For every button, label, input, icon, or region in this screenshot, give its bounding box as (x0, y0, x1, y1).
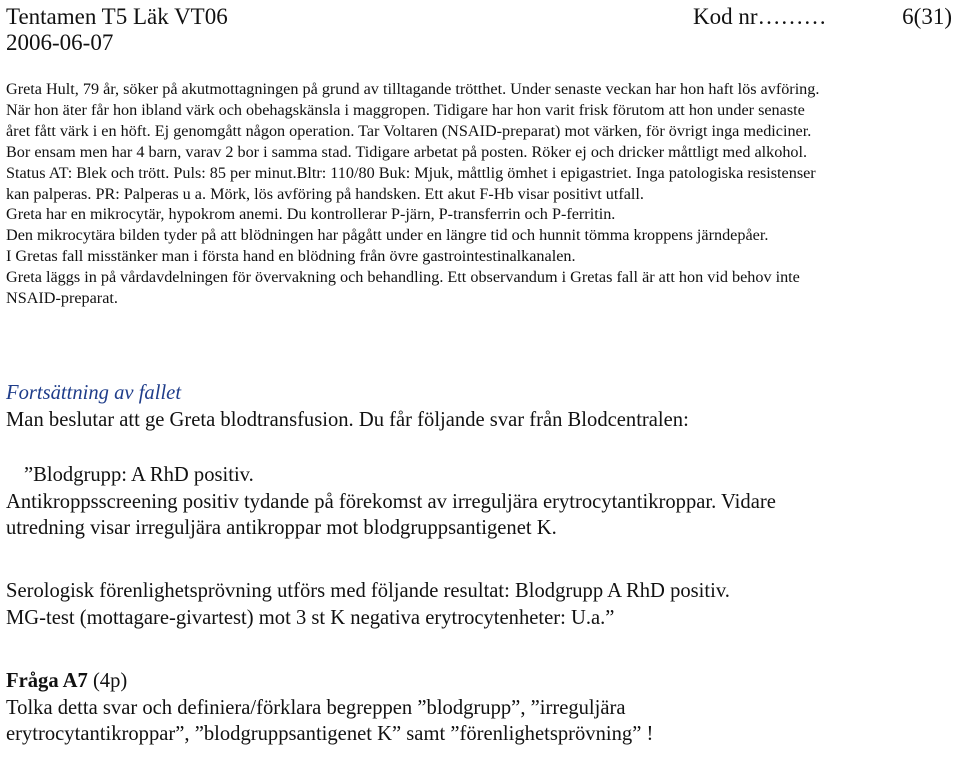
question-header (6, 668, 954, 695)
blood-centre-result (6, 462, 954, 542)
case-line: Greta läggs in på vårdavdelningen för övervakning och behandling. Ett observandum i Gretas fall är att hon vid behov inte (6, 268, 800, 287)
case-line: NSAID-preparat. (6, 289, 118, 308)
exam-title: Tentamen T5 Läk VT06 (6, 4, 228, 29)
question-block (6, 668, 954, 748)
result-line: utredning visar irreguljära antikroppar mot blodgruppsantigenet K. (6, 517, 557, 539)
case-line: Greta har en mikrocytär, hypokrom anemi. Du kontrollerar P-järn, P-transferrin och P-ferritin. (6, 205, 616, 224)
exam-date: 2006-06-07 (6, 30, 114, 55)
case-line: Bor ensam men har 4 barn, varav 2 bor i samma stad. Tidigare arbetat på posten. Röker ej och dricker måttligt med alkohol. (6, 142, 808, 161)
code-number-field: Kod nr……… (693, 4, 827, 29)
case-line: Status AT: Blek och trött. Puls: 85 per minut.Bltr: 110/80 Buk: Mjuk, måttlig ömhet i epigastriet. Inga patologiska resistenser (6, 163, 816, 182)
serology-line: MG-test (mottagare-givartest) mot 3 st K negativa erytrocytenheter: U.a.” (6, 606, 615, 629)
case-line: Den mikrocytära bilden tyder på att blödningen har pågått under en längre tid och hunnit tömma kroppens järndepåer. (6, 226, 769, 245)
case-line: I Gretas fall misstänker man i första hand en blödning från övre gastrointestinalkanalen. (6, 247, 576, 266)
page-number: 6(31) (902, 4, 952, 29)
question-points: (4p) (87, 670, 128, 692)
question-line: erytrocytantikroppar”, ”blodgruppsantigenet K” samt ”förenlighetsprövning” ! (6, 723, 654, 745)
result-line: Antikroppsscreening positiv tydande på förekomst av irreguljära erytrocytantikroppar. Vidare (6, 490, 776, 513)
case-line: Greta Hult, 79 år, söker på akutmottagningen på grund av tilltagande trötthet. Under senaste veckan har hon haft lös avföring. (6, 80, 820, 98)
case-line: året fått värk i en höft. Ej genomgått någon operation. Tar Voltaren (NSAID-preparat) mot värken, för övrigt inga mediciner. (6, 121, 812, 140)
question-label: Fråga A7 (6, 670, 88, 692)
case-description (6, 79, 954, 309)
section-heading: Fortsättning av fallet (6, 382, 182, 404)
section-intro: Man beslutar att ge Greta blodtransfusion. Du får följande svar från Blodcentralen: (6, 409, 689, 431)
serology-result (6, 578, 954, 631)
question-line: Tolka detta svar och definiera/förklara begreppen ”blodgrupp”, ”irreguljära (6, 696, 626, 719)
serology-line: Serologisk förenlighetsprövning utförs med följande resultat: Blodgrupp A RhD positiv. (6, 580, 730, 602)
result-line: ”Blodgrupp: A RhD positiv. (24, 464, 254, 486)
case-line: kan palperas. PR: Palperas u a. Mörk, lös avföring på handsken. Ett akut F-Hb visar positivt utfall. (6, 184, 644, 203)
case-line: När hon äter får hon ibland värk och obehagskänsla i maggropen. Tidigare har hon varit frisk förutom att hon under senaste (6, 100, 805, 119)
